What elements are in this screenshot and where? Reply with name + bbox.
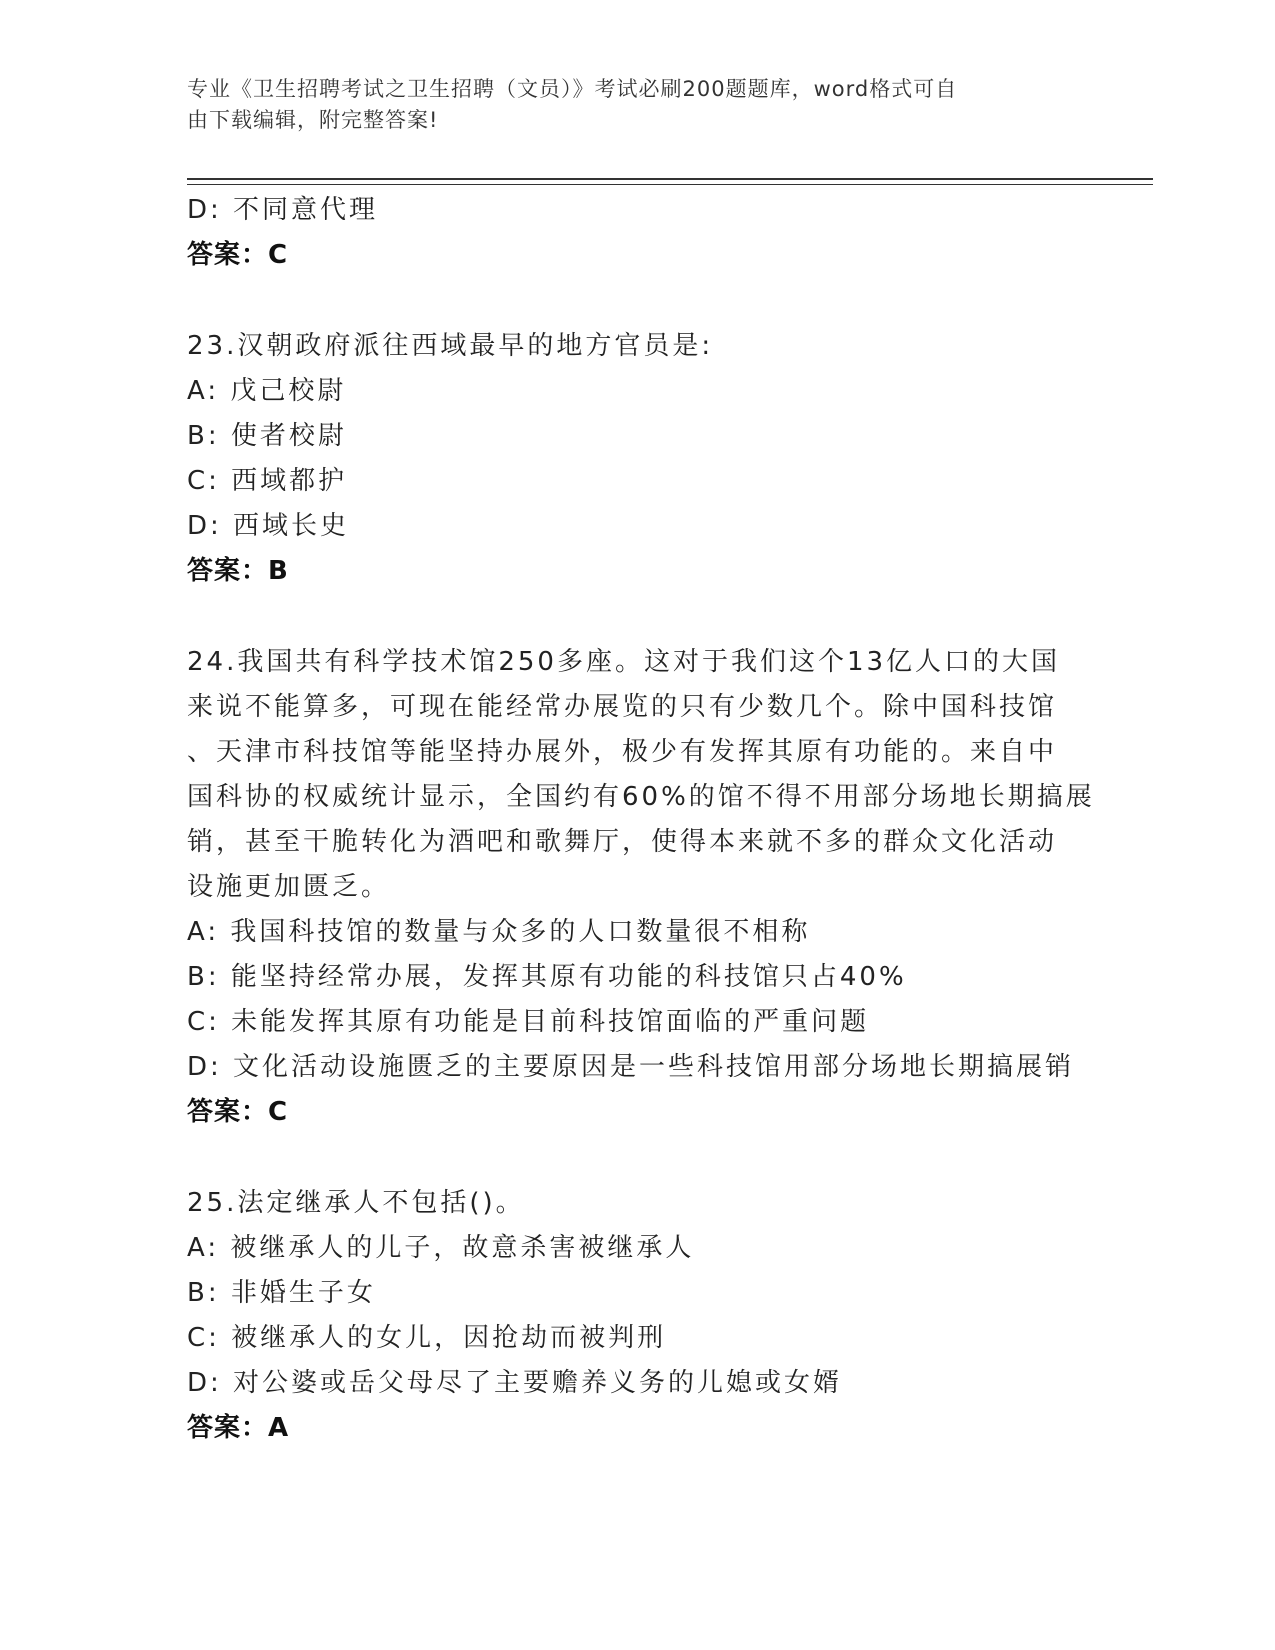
stem-line: 、天津市科技馆等能坚持办展外，极少有发挥其原有功能的。来自中 [187,737,1058,767]
option-b: B: 能坚持经常办展，发挥其原有功能的科技馆只占40% [187,962,907,992]
option-d: D: 不同意代理 [187,195,379,225]
question-25 [187,1181,1087,1451]
question-stem: 23.汉朝政府派往西域最早的地方官员是: [187,331,714,361]
header-title-line-1: 专业《卫生招聘考试之卫生招聘（文员）》考试必刷200题题库，word格式可自 [187,77,958,101]
header-title-line-2: 由下载编辑，附完整答案! [187,108,439,132]
header-divider-thick [187,178,1153,180]
option-a: A: 我国科技馆的数量与众多的人口数量很不相称 [187,917,811,947]
answer-label: 答案：C [187,1097,289,1127]
option-d: D: 西域长史 [187,511,350,541]
header-divider-thin [187,184,1153,185]
stem-line: 24.我国共有科学技术馆250多座。这对于我们这个13亿人口的大国 [187,647,1061,677]
answer-label: 答案：B [187,556,289,586]
question-22-tail [187,188,1087,278]
option-b: B: 使者校尉 [187,421,347,451]
stem-line: 来说不能算多，可现在能经常办展览的只有少数几个。除中国科技馆 [187,692,1058,722]
question-23 [187,324,1087,594]
option-c: C: 西域都护 [187,466,348,496]
stem-line: 国科协的权威统计显示，全国约有60%的馆不得不用部分场地长期搞展 [187,782,1095,812]
option-b: B: 非婚生子女 [187,1278,376,1308]
question-24 [187,640,1095,1135]
question-stem [187,640,1095,910]
document-header [187,74,1067,136]
option-c: C: 未能发挥其原有功能是目前科技馆面临的严重问题 [187,1007,870,1037]
option-a: A: 被继承人的儿子，故意杀害被继承人 [187,1233,695,1263]
option-a: A: 戊己校尉 [187,376,347,406]
option-d: D: 文化活动设施匮乏的主要原因是一些科技馆用部分场地长期搞展销 [187,1052,1075,1082]
question-stem: 25.法定继承人不包括()。 [187,1188,525,1218]
option-c: C: 被继承人的女儿，因抢劫而被判刑 [187,1323,667,1353]
answer-label: 答案：C [187,240,289,270]
answer-label: 答案：A [187,1413,290,1443]
option-d: D: 对公婆或岳父母尽了主要赡养义务的儿媳或女婿 [187,1368,843,1398]
stem-line: 设施更加匮乏。 [187,872,391,902]
stem-line: 销，甚至干脆转化为酒吧和歌舞厅，使得本来就不多的群众文化活动 [187,827,1058,857]
question-list [187,188,1095,1451]
